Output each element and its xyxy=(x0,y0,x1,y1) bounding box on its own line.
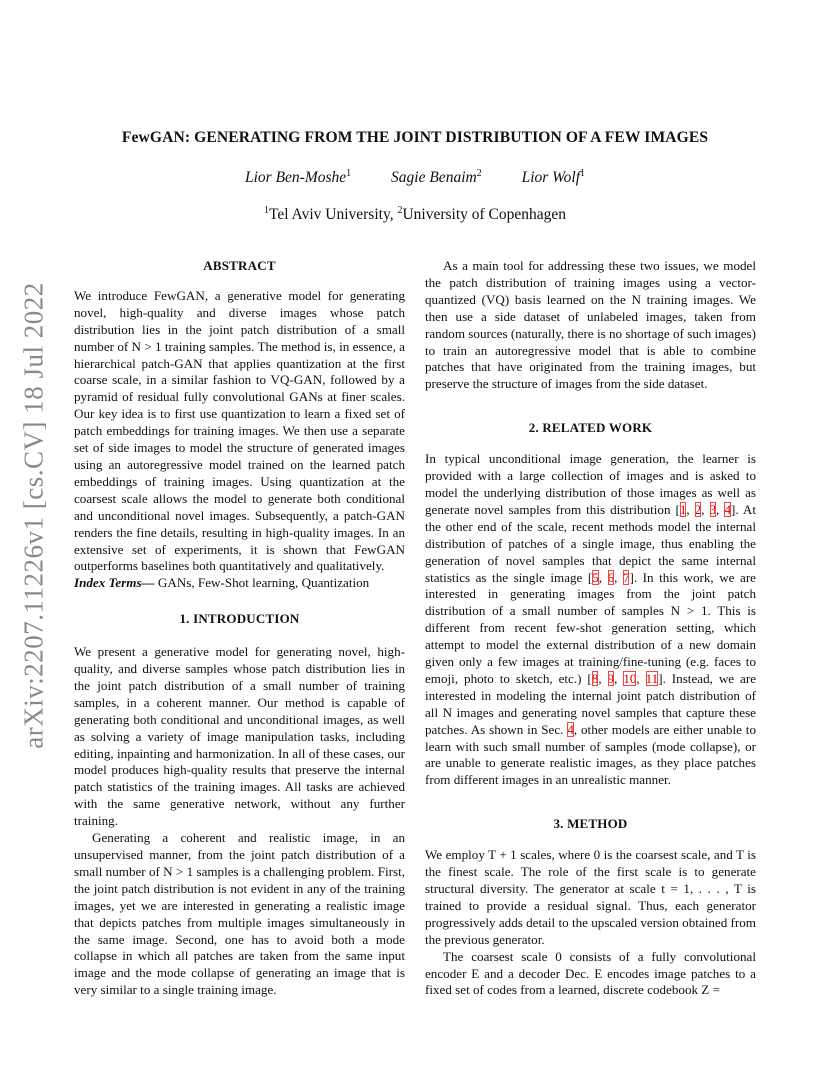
section-heading-introduction: 1. INTRODUCTION xyxy=(179,611,300,627)
method-paragraph-1: We employ T + 1 scales, where 0 is the coarsest scale, and T is the finest scale. The role of the first scale is to generate structural diversity. The generator at scale t = 1, . . . , T is trained to provide a residual signal. Thus, each generator progressively adds detail to the upscaled version obtained from the previous generator. xyxy=(425,847,756,947)
abstract-text: We introduce FewGAN, a generative model for generating novel, high-quality and diverse images whose patch distribution lies in the joint patch distribution of a small number of N > 1 training samples. The method is, in essence, a hierarchical patch-GAN that applies quantization at the first coarse scale, in a similar fashion to VQ-GAN, followed by a pyramid of residual fully convolutional GANs at finer scales. Our key idea is to first use quantization to learn a fixed set of patch embeddings for training images. We then use a separate set of side images to model the structure of generated images using an autoregressive model trained on the learned patch embeddings of training images. Using quantization at the coarsest scale allows the model to generate both conditional and unconditional novel images. Subsequently, a patch-GAN renders the fine details, resulting in high-quality images. In an extensive set of experiments, it is shown that FewGAN outperforms baselines both quantitatively and qualitatively. xyxy=(74,287,405,574)
paper-title: FewGAN: GENERATING FROM THE JOINT DISTRIBUTION OF A FEW IMAGES xyxy=(121,129,709,146)
method-paragraph-2: The coarsest scale 0 consists of a fully convolutional encoder E and a decoder Dec. E encodes image patches to a fixed set of codes from a learned, discrete codebook Z = xyxy=(425,948,756,998)
citation-link[interactable]: 2 xyxy=(694,501,702,517)
left-column xyxy=(74,258,405,999)
author-list xyxy=(70,168,760,187)
section-heading-method: 3. METHOD xyxy=(553,816,628,832)
section-link[interactable]: 4 xyxy=(567,721,574,737)
right-column xyxy=(425,258,756,999)
author-2: Sagie Benaim$^2$ xyxy=(391,168,482,187)
arxiv-sidebar xyxy=(12,281,56,749)
section-heading-related-work: 2. RELATED WORK xyxy=(528,420,653,436)
intro-paragraph-2: Generating a coherent and realistic image, in an unsupervised manner, from the joint patch distribution of a small number of N > 1 samples is a challenging problem. First, the joint patch distribution is not evident in any of the training images, yet we are interested in generating a realistic image that depicts patches from multiple images simultaneously in the same image. Second, one has to avoid both a mode collapse in which all patches are taken from the same input image and the mode collapse of generating an image that is very similar to a single training image. xyxy=(74,830,405,998)
citation-link[interactable]: 4 xyxy=(724,501,731,517)
citation-link[interactable]: 9 xyxy=(607,670,615,686)
citation-link[interactable]: 7 xyxy=(622,569,630,585)
citation-link[interactable]: 1 xyxy=(679,501,687,517)
related-work-paragraph: In typical unconditional image generation, the learner is provided with a large collection of images and is asked to model the underlying distribution of those images as well as generate novel samples from this distribution [1, 2, 3, 4]. At the other end of the scale, recent methods model the internal distribution of patches of a single image, thus enabling the generation of novel samples that depict the same internal statistics as the single image [5, 6, 7]. In this work, we are interested in generating images from the joint patch distribution of a small number of samples N > 1. This is different from recent few-shot generation setting, which attempt to model the external distribution of a new domain given only a few images at training/fine-tuning (e.g. faces to emoji, photo to sketch, etc.) [8, 9, 10, 11]. Instead, we are interested in modeling the internal joint patch distribution of all N images and generating novel samples that capture these patches. As shown in Sec. 4, other models are either unable to learn with such small number of samples (mode collapse), or are unable to generate realistic images, as they place patches from different images in an unrealistic manner. xyxy=(425,451,757,788)
affiliations: $^1$Tel Aviv University, $^2$University of Copenhagen xyxy=(263,205,567,224)
citation-link[interactable]: 6 xyxy=(607,569,615,585)
author-3: Lior Wolf$^1$ xyxy=(521,168,586,187)
citation-link[interactable]: 3 xyxy=(709,501,717,517)
index-terms-text: GANs, Few-Shot learning, Quantization xyxy=(154,575,370,591)
citation-link[interactable]: 8 xyxy=(591,670,599,686)
author-1: Lior Ben-Moshe$^1$ xyxy=(244,168,352,187)
index-terms xyxy=(74,575,405,592)
abstract-heading: ABSTRACT xyxy=(203,258,276,273)
index-terms-label: Index Terms— xyxy=(74,575,155,591)
intro-paragraph-3: As a main tool for addressing these two issues, we model the patch distribution of training images using a vector-quantized (VQ) basis learned on the N training images. We then use a side dataset of unlabeled images, taken from random sources (naturally, there is no shortage of such images) to train an autoregressive model that is able to combine patches that have originated from the training images, but preserve the structure of images from the side dataset. xyxy=(425,258,756,392)
citation-link[interactable]: 11 xyxy=(645,670,659,686)
intro-paragraph-1: We present a generative model for generating novel, high-quality, and diverse samples whose patch distribution lies in the joint patch distribution of a small number of training samples, in a coherent manner. Our method is capable of generating both conditional and unconditional images, as well as solving a variety of image manipulation tasks, including editing, inpainting and harmonization. In all of these cases, our model produces high-quality results that preserve the internal patch statistics of the training images. All tasks are achieved with the same generative network, without any further training. xyxy=(74,644,405,829)
citation-link[interactable]: 10 xyxy=(623,670,637,686)
citation-link[interactable]: 5 xyxy=(592,569,599,585)
arxiv-identifier[interactable]: arXiv:2207.11226v1 [cs.CV] 18 Jul 2022 xyxy=(18,281,49,749)
